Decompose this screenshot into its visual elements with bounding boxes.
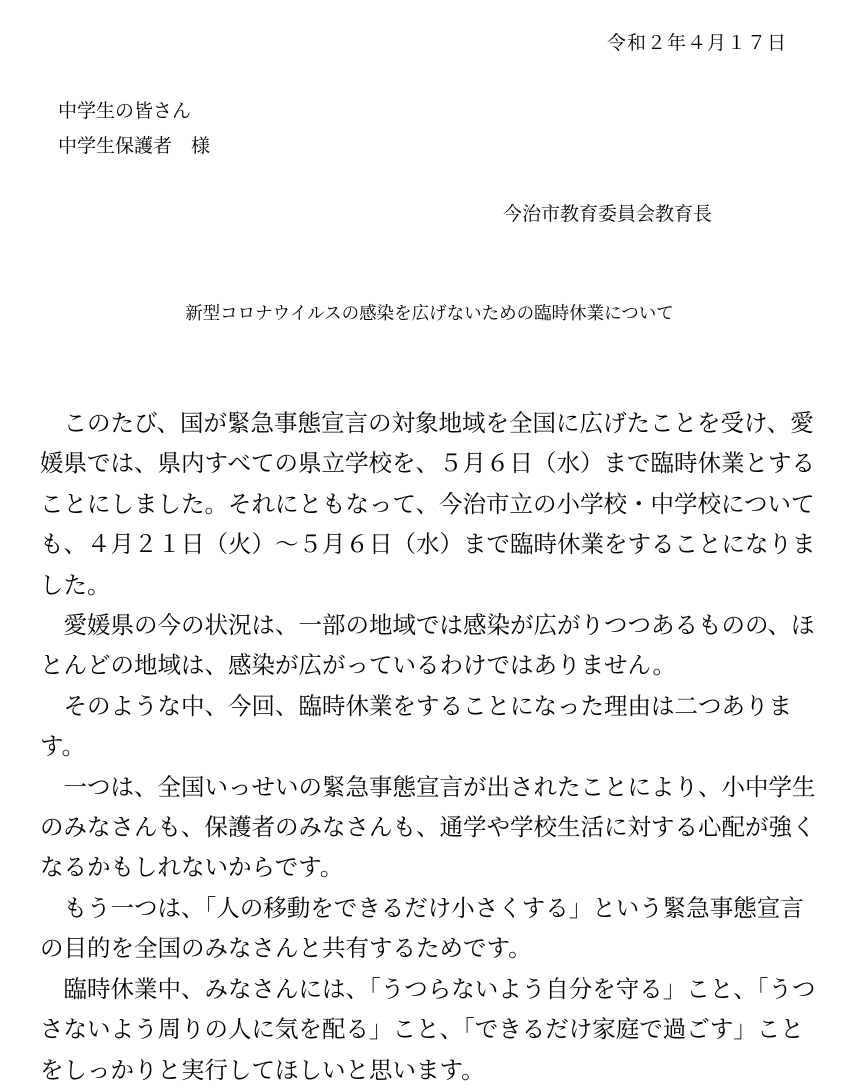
paragraph-3: そのような中、今回、臨時休業をすることになった理由は二つあります。 [40,691,792,761]
addressee-students: 中学生の皆さん [58,100,192,122]
paragraph-5: もう一つは、「人の移動をできるだけ小さくする」という緊急事態宣言の目的を全国のみなさんと共有するためです。 [40,893,804,963]
document-title: 新型コロナウイルスの感染を広げないための臨時休業について [185,304,674,324]
document-date: 令和２年４月１７日 [606,32,787,54]
letter-body [40,403,822,1090]
paragraph-6: 臨時休業中、みなさんには、「うつらないよう自分を守る」こと、「うつさないよう周りの人に気を配る」こと、「できるだけ家庭で過ごす」ことをしっかりと実行してほしいと思います。 [40,974,816,1084]
addressee-guardians: 中学生保護者 様 [58,135,211,157]
paragraph-4: 一つは、全国いっせいの緊急事態宣言が出されたことにより、小中学生のみなさんも、保護者のみなさんも、通学や学校生活に対する心配が強くなるかもしれないからです。 [40,772,816,882]
paragraph-2: 愛媛県の今の状況は、一部の地域では感染が広がりつつあるものの、ほとんどの地域は、感染が広がっているわけではありません。 [40,611,815,680]
paragraph-1: このたび、国が緊急事態宣言の対象地域を全国に広げたことを受け、愛媛県では、県内すべての県立学校を、５月６日（水）まで臨時休業とすることにしました。それにともなって、今治市立の小学校・中学校についても、４月２１日（火）～５月６日（水）まで臨時休業をすることになりました。 [40,409,816,599]
sender: 今治市教育委員会教育長 [503,203,713,225]
